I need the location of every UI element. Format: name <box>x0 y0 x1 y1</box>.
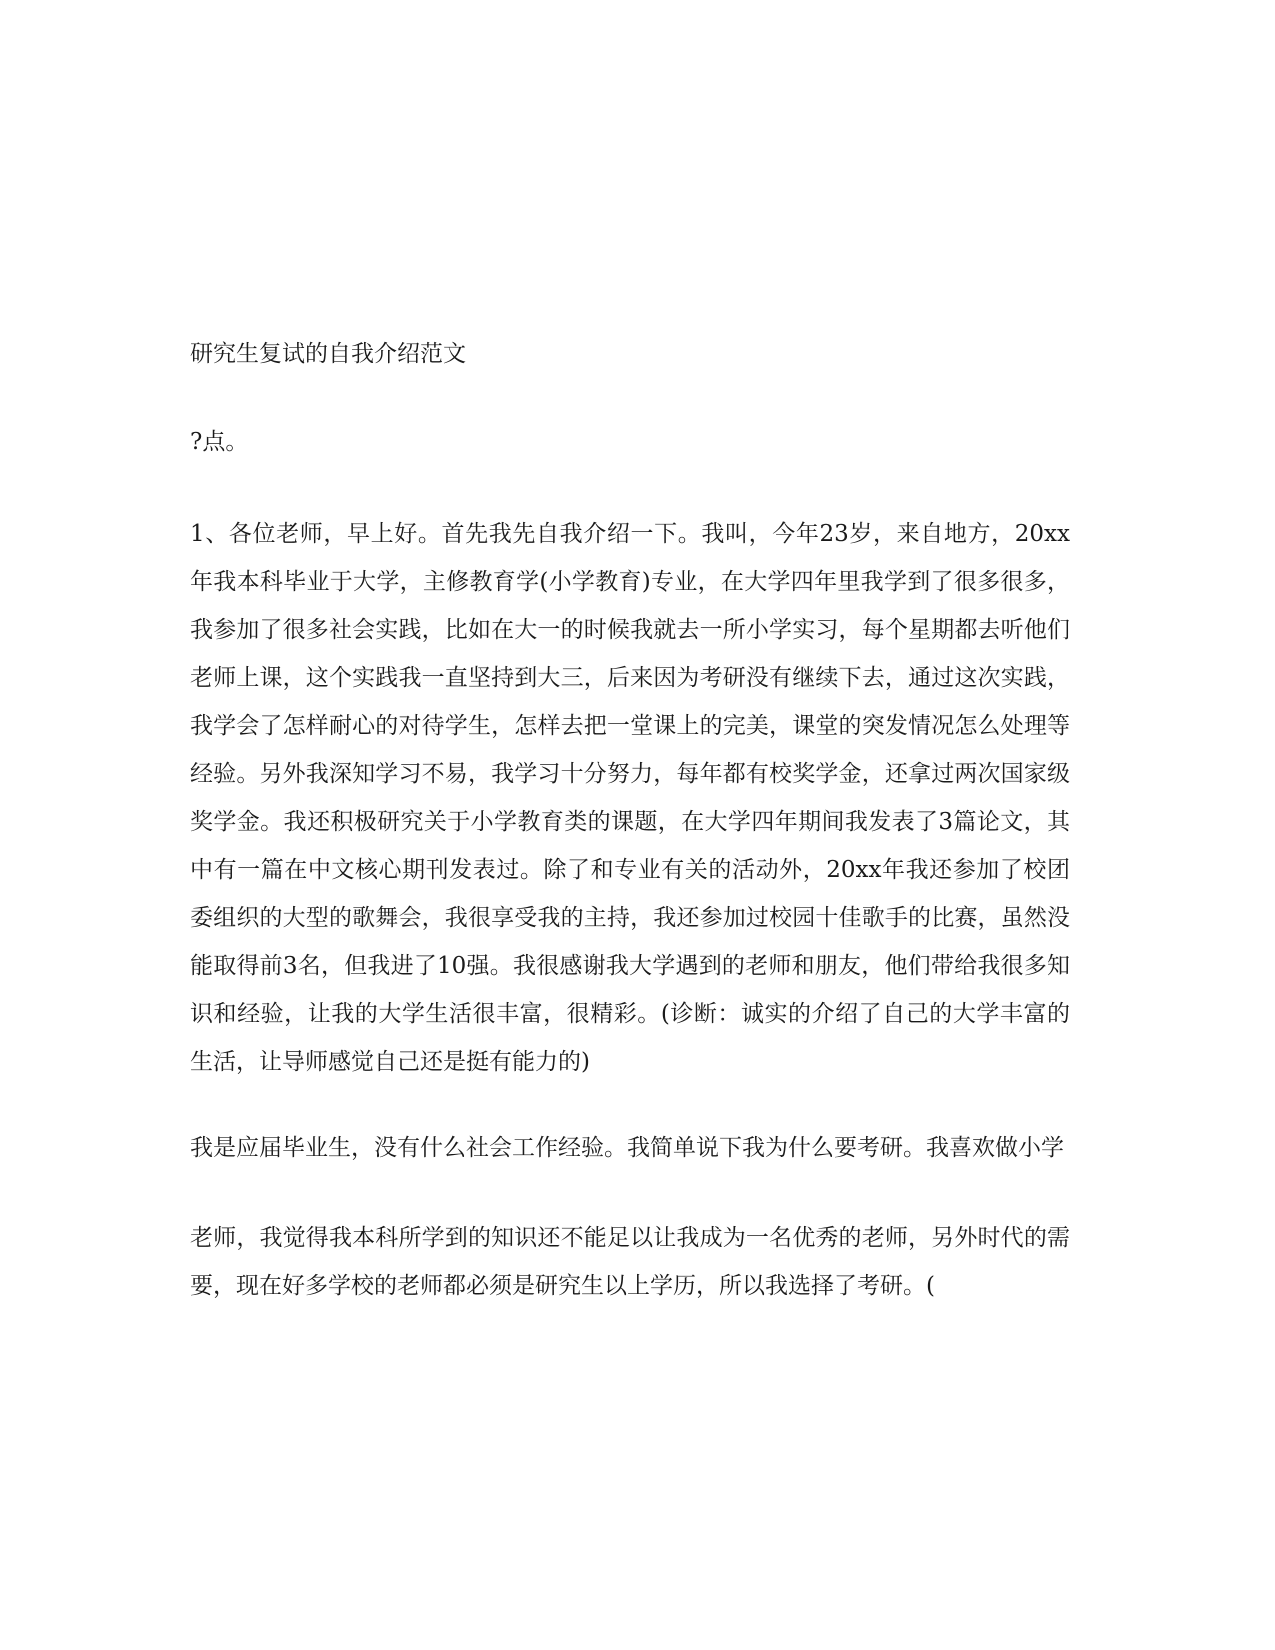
document-title: 研究生复试的自我介绍范文 <box>190 341 466 367</box>
paragraph-self-introduction: 1、各位老师，早上好。首先我先自我介绍一下。我叫，今年23岁，来自地方，20xx年我本科毕业于大学，主修教育学(小学教育)专业，在大学四年里我学到了很多很多，我参加了很多社会实践，比如在大一的时候我就去一所小学实习，每个星期都去听他们老师上课，这个实践我一直坚持到大三，后来因为考研没有继续下去，通过这次实践，我学会了怎样耐心的对待学生，怎样去把一堂课上的完美，课堂的突发情况怎么处理等经验。另外我深知学习不易，我学习十分努力，每年都有校奖学金，还拿过两次国家级奖学金。我还积极研究关于小学教育类的课题，在大学四年期间我发表了3篇论文，其中有一篇在中文核心期刊发表过。除了和专业有关的活动外，20xx年我还参加了校团委组织的大型的歌舞会，我很享受我的主持，我还参加过校园十佳歌手的比赛，虽然没能取得前3名，但我进了10强。我很感谢我大学遇到的老师和朋友，他们带给我很多知识和经验，让我的大学生活很丰富，很精彩。(诊断：诚实的介绍了自己的大学丰富的生活，让导师感觉自己还是挺有能力的) <box>190 521 1070 1075</box>
paragraph-fragment: ?点。 <box>190 429 249 455</box>
document-body <box>190 338 1070 1310</box>
paragraph-graduate-reason: 我是应届毕业生，没有什么社会工作经验。我简单说下我为什么要考研。我喜欢做小学 <box>190 1135 1064 1161</box>
paragraph-teacher-goal: 老师，我觉得我本科所学到的知识还不能足以让我成为一名优秀的老师，另外时代的需要，现在好多学校的老师都必须是研究生以上学历，所以我选择了考研。( <box>190 1225 1070 1299</box>
